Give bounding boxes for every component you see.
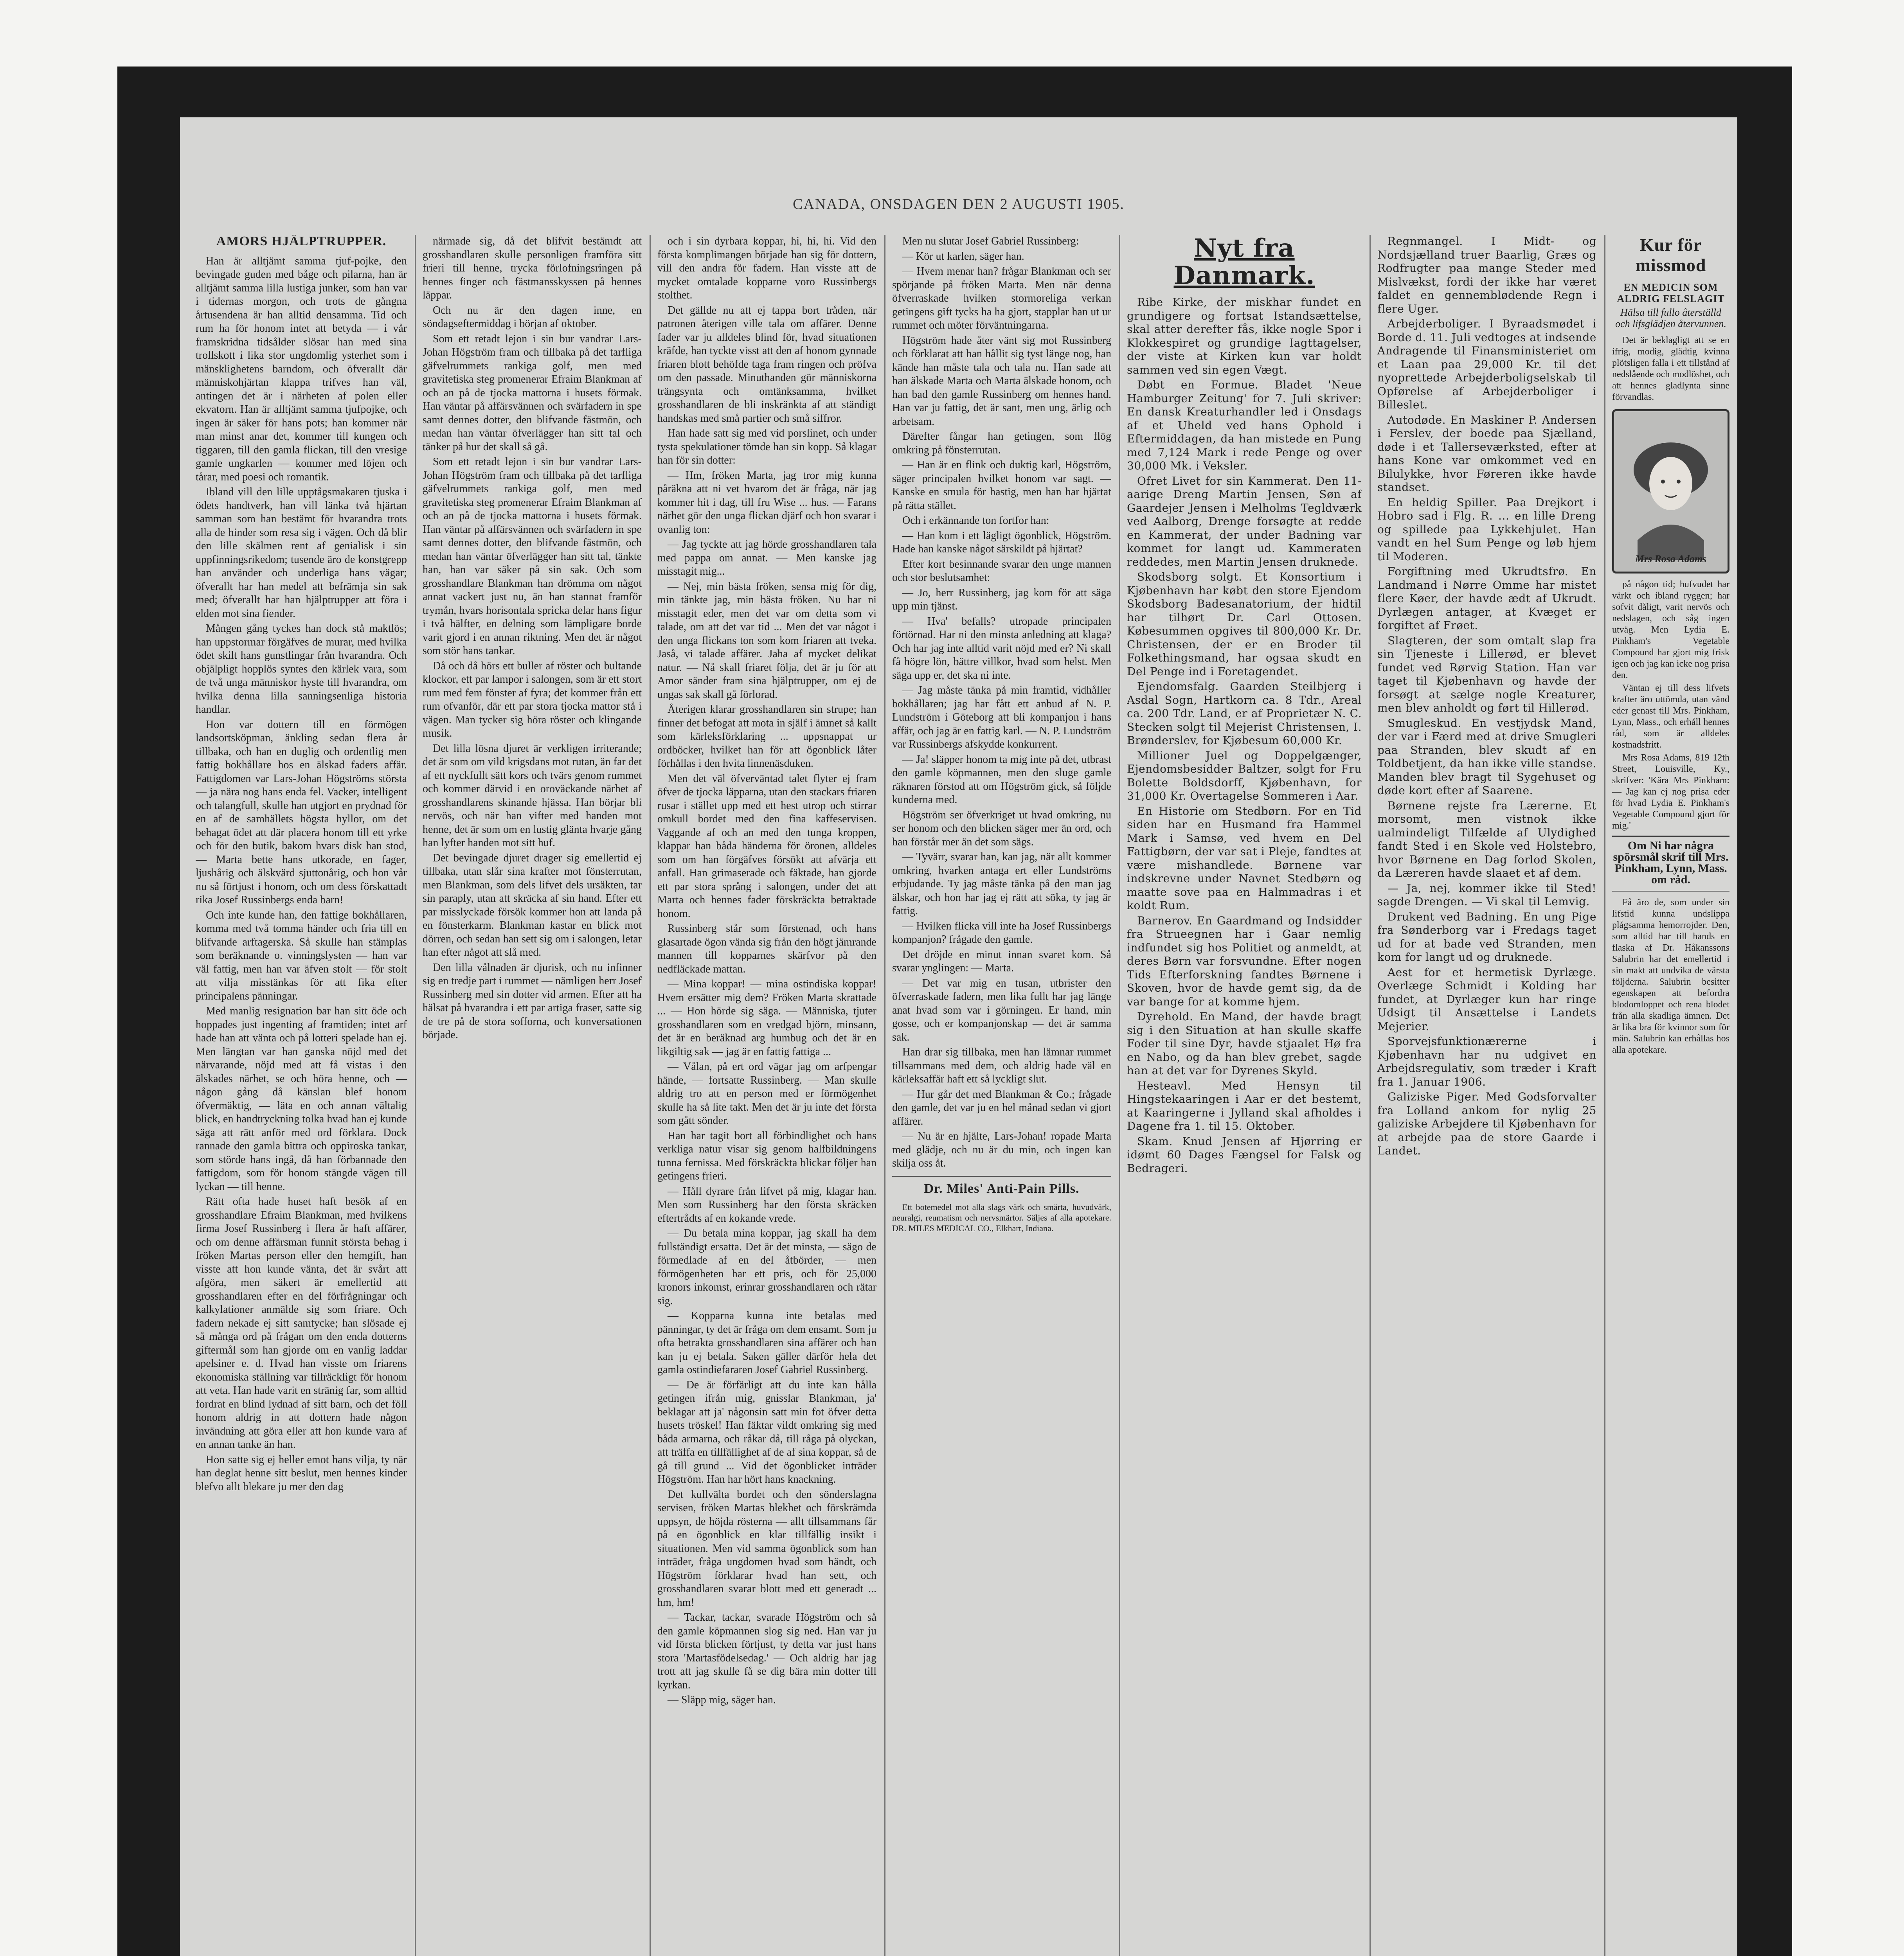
paragraph: Han är alltjämt samma tjuf-pojke, den bevingade guden med båge och pilarna, han är alltjämt samma lilla lustiga junker, som han var i tidernas morgon, och trots de gångna årtusendena är han alltid densamma. Tid och rum ha för honom intet att betyda — i vår framskridna tidsålder slösar han med sina trollskott i lika stor ungdomlig ysterhet som i mänsklighetens barndom, och öfverallt där människohjärtan klappa trifves han väl, antingen det är i närheten af polen eller ekvatorn. Han är alltjämt samma tjufpojke, och ingen är säker för hans pots; han kommer när man minst anar det, kommer till kungen och tiggaren, till den gamla flickan, till den vresige gamle ungkarlen — kommer med löjen och tårar, med poesi och romantik. [196,255,407,483]
advert-title: Kur för missmod [1635,235,1706,275]
paragraph: Högström hade åter vänt sig mot Russinberg och förklarat att han hållit sig tyst länge nog, han kände han måste tala och tala nu. Han sade att han älskade Marta och Marta älskade honom, och han bad den gamle Russinberg om hennes hand. Han var ju fattig, det är sant, men ung, ärlig och arbetsam. [892,334,1111,428]
news-item: Galiziske Piger. Med Godsforvalter fra Lolland ankom for nylig 25 galiziske Arbejdere til Kjøbenhavn for at arbejde paa de store Gaarde i Landet. [1377,1090,1596,1157]
news-item: Dyrehold. En Mand, der havde bragt sig i den Situation at han skulle skaffe Foder til sine Dyr, havde stjaalet Hø fra en Nabo, og da han blev grebet, sagde han at det var for Dyrenes Skyld. [1127,1010,1362,1077]
paragraph: Som ett retadt lejon i sin bur vandrar Lars-Johan Högström fram och tillbaka på det tarfliga gäfvelrummets rankiga golf, men med gravitetiska steg promenerar Efraim Blankman af och an på de tjocka mattorna i husets förmak. Han väntar på affärsvännen och svärfadern in spe samt dennes dotter, den blifvande fästmön, och medan han väntar öfverlägger han sitt tal, tänkte han, han var säker på sin sak. Och som grosshandlare Blankman han drömma om något annat vackert just nu, än han stannat framför trymån, hvars horisontala spricka delar hans figur i två hälfter, en delning som lämpligare borde varit gjord i en annan riktning. Men det är något som stör hans tankar. [423,456,642,657]
news-item: Smugleskud. En vestjydsk Mand, der var i Færd med at drive Smugleri paa Stranden, blev skudt af en Toldbetjent, da han ikke ville standse. Manden blev bragt til Sygehuset og døde kort efter af Saarene. [1377,716,1596,797]
section-title: Nyt fra Danmark. [1173,235,1315,290]
news-item: Børnene rejste fra Lærerne. Et morsomt, men vistnok ikke ualmindeligt Tilfælde af Ulydighed fandt Sted i en Skole ved Holstebro, hvor Børnene en Dag forlod Skolen, da Læreren havde slaaet et af dem. [1377,799,1596,879]
salubrin-advert: Få äro de, som under sin lifstid kunna undslippa plågsamma hemorrojder. Den, som alltid har till hands en flaska af Dr. Håkanssons Salubrin har det emellertid i sin makt att undvika de värsta följderna. Salubrin besitter egenskapen att befordra blodomloppet och rena blodet från alla skadliga ämnen. Det är lika bra för kvinnor som för män. Salubrin kan erhållas hos alla apotekare. [1612,897,1729,1055]
paragraph: Återigen klarar grosshandlaren sin strupe; han finner det befogat att mota in själf i ämnet så kallt som kärleksförklaring ... uppsnappat ur ordböcker, hvilket han för att ögonblick låter förhållas i den hvita linnenäsduken. [657,703,876,769]
column-rule [1119,235,1120,1956]
paragraph: närmade sig, då det blifvit bestämdt att grosshandlaren skulle personligen framföra sitt frieri till henne, trycka förlofningsringen på hennes finger och fästmansskyssen på hennes läppar. [423,235,642,301]
news-item: Hesteavl. Med Hensyn til Hingstekaaringen i Aar er det bestemt, at Kaaringerne i Jylland skal afholdes i Dagene fra 1. til 15. Oktober. [1127,1079,1362,1133]
advert-paragraph: på någon tid; hufvudet har värkt och ibland ryggen; har sofvit dåligt, varit nervös och nedslagen, och såg ingen utväg. Men Lydia E. Pinkham's Vegetable Compound har gjort mig frisk igen och jag kan icke nog prisa den. [1612,579,1729,680]
paragraph: Han drar sig tillbaka, men han lämnar rummet tillsammans med dem, och aldrig hade väl en kärleksaffär haft ett så lyckligt slut. [892,1046,1111,1085]
advert-subtitle-2: Hälsa till fullo återställd och lifsglädjen återvunnen. [1615,307,1726,329]
running-header: CANADA, ONSDAGEN DEN 2 AUGUSTI 1905. [793,196,1125,212]
paragraph: — Mina koppar! — mina ostindiska koppar! Hvem ersätter mig dem? Fröken Marta skrattade ... — Hon hörde sig säga. — Människa, tjuter grosshandlaren som en vredgad björn, minsann, det är en beräknad arg humbug och det är en likgiltig sak — jag är en fattig fattiga ... [657,978,876,1058]
column-2 [423,235,642,1956]
portrait-caption: Mrs Rosa Adams [1635,553,1707,565]
divider [892,1176,1111,1177]
column-6 [1377,235,1596,1956]
paragraph: Och nu är den dagen inne, en söndagseftermiddag i början af oktober. [423,304,642,330]
paragraph: Därefter fångar han getingen, som flög omkring på fönsterrutan. [892,430,1111,456]
news-item: Skodsborg solgt. Et Konsortium i Kjøbenhavn har købt den store Ejendom Skodsborg Badesanatorium, der hidtil har tilhørt Dr. Carl Ottosen. Købesummen opgives til 800,000 Kr. Dr. Christensen, der er en Broder til Folkethingsmand, har ogsaa skudt en Del Penge ind i Foretagendet. [1127,570,1362,678]
paragraph: Men det väl öfverväntad talet flyter ej fram öfver de tjocka läpparna, utan den stackars friaren rusar i stället upp med ett hest utrop och stirrar omkull bordet med den fina kaffeservisen. Vaggande af och an med den tunga kroppen, klappar han båda händerna för öronen, alldeles som om han förgäfves försökt att afvärja ett anfall. Han grimaserade och fäktade, han gjorde ett par stora språng i salongen, under det att Marta och hennes fader förskräckta betraktade honom. [657,772,876,920]
paragraph: — De är förfärligt att du inte kan hålla getingen ifrån mig, gnisslar Blankman, ja' beklagar att ja' någonsin satt min fot öfver detta husets tröskel! Han fäktar vildt omkring sig med båda armarna, och råkar då, till råga på olyckan, att träffa en tillfällighet af de af sina koppar, så de gå till grund ... Vid det ögonblicket inträder Högström. Han har hört hans knackning. [657,1379,876,1485]
news-item: En heldig Spiller. Paa Drejkort i Hobro sad i Flg. R. ... en lille Dreng og spillede paa Lykkehjulet. Han vandt en hel Sum Penge og løb hjem til Moderen. [1377,496,1596,563]
news-item: Ribe Kirke, der miskhar fundet en grundigere og fortsat Istandsættelse, skal atter derefter fås, ikke nogle Spor i Klokkespiret og grundige Iagttagelser, der viste at Kirken kun var holdt sammen ved sin egen Vægt. [1127,296,1362,376]
news-item: Døbt en Formue. Bladet 'Neue Hamburger Zeitung' for 7. Juli skriver: En dansk Kreaturhandler led i Onsdags af et Uheld ved hans Ophold i Eftermiddagen, da han mistede en Pung med 7,124 Mark i rede Penge og over 30,000 Mk. i Veksler. [1127,378,1362,472]
news-item: Forgiftning med Ukrudtsfrø. En Landmand i Nørre Omme har mistet flere Køer, der havde ædt af Ukrudt. Dyrlægen antager, at Kvæget er forgiftet af Frøet. [1377,565,1596,632]
paragraph: Med manlig resignation bar han sitt öde och hoppades just ingenting af framtiden; intet arf hade han att vänta och på lotteri spelade han ej. Men längtan var han ganska nöjd med det närvarande, nöjd med att få vistas i den älskades närhet, se och höra henne, och — någon gång då känslan blef honom öfvermäktig, — läta en och annan vältalig blick, en handtryckning tolka hvad han ej kunde säga att rätt anför med ord förklara. Dock rannade den gamla bittra och oppiroska tankar, som störde hans ingå, då han förbannade den fattigdom, som för honom stängde vägen till lyckan — till henne. [196,1005,407,1193]
paragraph: Det kullvälta bordet och den sönderslagna servisen, fröken Martas blekhet och förskrämda uppsyn, de höjda rösterna — allt tillsammans får på en ögonblick en klar tillfällig insikt i situationen. Men vid samma ögonblick som han inträder, fråga ungdomen hvad som händt, och Högström förklarar hvad han sett, och grosshandlaren svarar blott med ett generadt ... hm, hm! [657,1488,876,1609]
paragraph: Mången gång tyckes han dock stå maktlös; han uppstormar förgäfves de murar, med hvilka ödet skilt hans gunstlingar från hvarandra. Och objälpligt hopplös syntes den kärlek vara, som de två unga människor hyste till hvarandra, om hvilka denna lilla sanningsenliga historia handlar. [196,622,407,716]
paragraph: — Släpp mig, säger han. [668,1694,776,1706]
paragraph: — Hva' befalls? utropade principalen förtörnad. Har ni den minsta anledning att klaga? Och har jag inte alltid varit nöjd med er? Ni skall få högre lön, bättre villkor, hvad som helst. Men säga upp er, det ska ni inte. [892,615,1111,681]
paragraph: — Nej, min bästa fröken, sensa mig för dig, min tänkte jag, min bästa fröken. Nu har ni misstagit eder, men det var om detta som vi talade, om att det var tid ... Men det var något i den unga flickans ton som kom friaren att tveka. Jaså, vi talade affärer. Jaha af mycket delikat natur. — Nå skall friaret följa, det är ju för att Amor sänder fram sina hjälptrupper, om ej de ungas sak skall gå förlorad. [657,580,876,701]
paragraph: Ibland vill den lille upptågsmakaren tjuska i ödets handtverk, han vill länka två hjärtan samman som han bestämt för hvarandra trots alla de hinder som resa sig i vägen. Och då blir den lille skälmen rent af genialisk i sin uppfinningsrikedom; tusende äro de konstgrepp han använder och underliga hans vägar; öfverallt har han medel att befrämja sin sak med; öfverallt har han hjälptrupper att föra i elden mot sina fiender. [196,486,407,620]
column-rule [1370,235,1371,1956]
news-item: Drukent ved Badning. En ung Pige fra Sønderborg var i Fredags taget ud for at bade ved Stranden, men kom for langt ud og druknede. [1377,910,1596,964]
paragraph: Han hade satt sig med vid porslinet, och under tysta spekulationer tömde han sin kopp. Så klagar han för sin dotter: [657,427,876,466]
paragraph: och i sin dyrbara koppar, hi, hi, hi. Vid den första komplimangen började han sig för dottern, vill den andra för fadern. Han visste att de mycket omtalade kopparne voro Russinbergs stolthet. [657,235,876,301]
advert-paragraph: Mrs Rosa Adams, 819 12th Street, Louisville, Ky., skrifver: 'Kära Mrs Pinkham: — Jag kan ej nog prisa eder för hvad Lydia E. Pinkham's Vegetable Compound gjort för mig.' [1612,753,1729,831]
woman-portrait-icon [1614,411,1728,572]
column-rule [1604,235,1605,1956]
news-item: Aest for et hermetisk Dyrlæge. Overlæge Schmidt i Kolding har fundet, at Dyrlæger kun har ringe Udsigt til Ansættelse i Landets Mejerier. [1377,965,1596,1033]
paragraph: Som ett retadt lejon i sin bur vandrar Lars-Johan Högström fram och tillbaka på det tarfliga gäfvelrummets rankiga golf, men med gravitetiska steg promenerar Efraim Blankman af och an på de tjocka mattorna i husets förmak. Han väntar på affärsvännen och svärfadern in spe samt dennes dotter, den blifvande fästmön, och medan han väntar öfverlägger han sitt tal och tänker på hur det skall så gå. [423,333,642,453]
paragraph: — Ja! släpper honom ta mig inte på det, utbrast den gamle köpmannen, men den sluge gamle räknaren förstod att om Högström gick, så följde kunderna med. [892,753,1111,806]
ad-title: Dr. Miles' Anti-Pain Pills. [924,1181,1080,1196]
newspaper-page [180,117,1737,1956]
news-item: Autodøde. En Maskiner P. Andersen i Ferslev, der boede paa Sjælland, døde i et Tallerseværksted, efter at hans Kone var omkommet ved en Bilulykke, hvor Føreren ikke havde standset. [1377,413,1596,494]
paragraph: — Hm, fröken Marta, jag tror mig kunna påräkna att ni vet hvarom det är fråga, när jag kommer hit i dag, till fru Wise ... hus. — Farans närhet gör den unga flickan djärf och hon svarar i ovanlig ton: [657,469,876,536]
paragraph: — Hvilken flicka vill inte ha Josef Russinbergs kompanjon? frågade den gamle. [892,920,1111,946]
news-item: Slagteren, der som omtalt slap fra sin Tjeneste i Lillerød, er blevet fundet ved Rørvig Station. Han var taget til Kjøbenhavn og havde der forsøgt at sælge nogle Kreaturer, men blev anholdt og ført til Hillerød. [1377,634,1596,714]
news-item: Ofret Livet for sin Kammerat. Den 11-aarige Dreng Martin Jensen, Søn af Gaardejer Jensen i Melholms Tegldværk ved Aalborg, Drenge forsøgte at redde en Kammerat, der under Badning var kommet for langt ud. Kammeraten reddedes, men Martin Jensen druknede. [1127,474,1362,568]
paragraph: — Vålan, på ert ord vägar jag om arfpengar hände, — fortsatte Russinberg. — Man skulle aldrig tro att en person med er förmögenhet skulle ha så lite takt. Men det är ju inte det första som gått sönder. [657,1061,876,1127]
paragraph: — Tackar, tackar, svarade Högström och så den gamle köpmannen slog sig ned. Han var ju vid första blicken förtjust, ty detta var just hans stora 'Martasfödelsedag.' — Och aldrig har jag trott att jag skulle få se dig bära min dotter till kyrkan. [657,1611,876,1691]
paragraph: — Håll dyrare från lifvet på mig, klagar han. Men som Russinberg har den första skräcken eftertrådts af en kokande vrede. [657,1185,876,1224]
news-item: En Historie om Stedbørn. For en Tid siden har en Husmand fra Hammel Mark i Samsø, ved hvem en Del Fattigbørn, der var sat i Pleje, fandtes at være mishandlede. Børnene var indskrevne under Navnet Stedbørn og maatte sove paa en Halmmadras i et koldt Rum. [1127,804,1362,912]
news-item: Sporvejsfunktionærerne i Kjøbenhavn har nu udgivet en Arbejdsregulativ, som træder i Kraft fra 1. Januar 1906. [1377,1035,1596,1088]
column-rule [884,235,885,1956]
paragraph: — Han kom i ett lägligt ögonblick, Högström. Hade han kanske något särskildt på hjärtat? [892,529,1111,555]
news-item: Arbejderboliger. I Byraadsmødet i Borde d. 11. Juli vedtoges at indsende Andragende til Finansministeriet om et Laan paa 29,000 Kr. til det nyoprettede Arbejderboligselskab til Opførelse af Arbejderboliger i Billeslet. [1377,317,1596,411]
paragraph: — Tyvärr, svarar han, kan jag, när allt kommer omkring, hvarken antaga ert eller Lundströms erbjudande. Ty jag måste tänka på den man jag älskar, och hon har jag ej rätt att söka, ty jag är fattig. [892,851,1111,917]
advert-intro: Det är beklagligt att se en ifrig, modig, glädtig kvinna plötsligen falla i ett tillstånd af nedslående och modlöshet, och att hennes gladlynta sinne förvandlas. [1612,335,1729,402]
advert-subtitle: EN MEDICIN SOM ALDRIG FELSLAGIT [1617,282,1725,304]
news-item: Regnmangel. I Midt- og Nordsjælland truer Baarlig, Græs og Rodfrugter paa mange Steder med Mislvækst, fordi der ikke har været faldet en gennemblødende Regn i flere Uger. [1377,235,1596,315]
paragraph: Det lilla lösna djuret är verkligen irriterande; det är som om vild krigsdans mot rutan, än far det af ett nyckfullt sätt kors och tvärs genom rummet och kommer därvid i en oroväckande närhet af grosshandlarens skinande hjässa. Han börjar bli nervös, och när han vifter med handen mot henne, det är som om en lustig glänta hvarje gång han lyfter handen mot sitt huf. [423,742,642,849]
paragraph: Efter kort besinnande svarar den unge mannen och stor beslutsamhet: [892,558,1111,584]
news-item: — Ja, nej, kommer ikke til Sted! sagde Drengen. — Vi skal til Lemvig. [1377,881,1596,908]
paragraph: Rätt ofta hade huset haft besök af en grosshandlare Efraim Blankman, med hvilkens firma Josef Russinberg i flera år haft affärer, och om denne affärsman funnit största behag i fröken Martas person eller den hemgift, han visste att hon kunde vänta, det är svårt att afgöra, men säkert är emellertid att grosshandlaren efter en del förfrågningar och kalkylationer anmälde sig som friare. Och fadern nekade ej sitt samtycke; han slösade ej så många ord på frågan om den enda dotterns giftermål som han gjorde om en vanlig laddar apelsiner e. d. Hvad han visste om friarens ekonomiska ställning var tillräckligt för honom att veta. Han hade varit en stränig far, som alltid fordrat en blind lydnad af sitt barn, och det föll honom aldrig in att dottern hade någon invändning att göra eller att hon kunde vara af en annan tanke än han. [196,1196,407,1451]
portrait-image [1612,409,1729,573]
paragraph: — Hur går det med Blankman & Co.; frågade den gamle, det var ju en hel månad sedan vi gjort affärer. [892,1088,1111,1127]
paragraph: Högström ser öfverkriget ut hvad omkring, nu ser honom och den blicken säger mer än ord, och han förstår mer än det som sägs. [892,809,1111,848]
column-advert [1612,235,1729,1956]
paragraph: Men nu slutar Josef Gabriel Russinberg: [902,235,1079,247]
paragraph: Och inte kunde han, den fattige bokhållaren, komma med två tomma händer och fria till en blifvande arftagerska. Så skulle han stämplas som beräknande o. vinningslysten — han var väl fattig, men han var äfven stolt — för stolt att vilja misstänkas för att fika efter principalens pänningar. [196,909,407,1002]
paragraph: Och i erkännande ton fortfor han: [902,514,1049,527]
paragraph: Russinberg står som förstenad, och hans glasartade ögon vända sig från den högt jämrande mannen till kopparnes skärfvor på den nedfläckade mattan. [657,922,876,975]
divider [1612,891,1729,892]
paragraph: — Han är en flink och duktig karl, Högström, säger principalen hvilket honom var sagt. — Kanske en smula för hastig, men han har hjärtat på rätta stället. [892,459,1111,512]
paragraph: — Kopparna kunna inte betalas med pänningar, ty det är fråga om dem ensamt. Som ju ofta betrakta grosshandlaren sina affärer och han kan ju ej betala. Saken gäller därför hela det gamla ostindiefararen Josef Gabriel Russinberg. [657,1310,876,1376]
paragraph: — Nu är en hjälte, Lars-Johan! ropade Marta med glädje, och nu är du min, och ingen kan skilja oss åt. [892,1130,1111,1169]
column-rule [650,235,651,1956]
paragraph: Hon satte sig ej heller emot hans vilja, ty när han deglat henne sitt beslut, men hennes kinder blefvo allt blekare ju mer den dag [196,1453,407,1493]
paragraph: Det gällde nu att ej tappa bort tråden, när patronen återigen ville tala om affärer. Denne fader var ju alldeles blind för, hvad situationen kräfde, han tyckte visst att den af honom gynnade friaren blott behöfde taga fram ringen och pröfva om den passade. Minuthanden gör människorna trängsynta och omtänksamma, hvilket grosshandlaren de bli inskränkta af att ständigt handskas med små partier och små siffror. [657,304,876,424]
paragraph: Hon var dottern till en förmögen landsortsköpman, änkling sedan flera år tillbaka, och han en duglig och ordentlig men fattig bokhållare hos en älskad faders affär. Fattigdomen var Lars-Johan Högströms största — ja nära nog hans enda fel. Vacker, intelligent och talangfull, skulle han utgjort en prydnad för en af de samhällets högsta hyllor, om det behagat ödet att där placera honom till ett yrke och för den butik, bakom hvars disk han stod, — Marta bette hans utkorade, en fager, ljushårig och älskvärd sjuttonårig, och hon vår nu så förtjust i honom, och om dess förskattadt rika Josef Russinbergs enda barn! [196,718,407,906]
column-amors [196,235,407,1956]
news-item: Barnerov. En Gaardmand og Indsidder fra Strueegnen har i Gaar nemlig indfundet sig hos Politiet og anmeldt, at deres Børn var forsvundne. Efter nogen Tids Efterforskning fandtes Børnene i Skoven, hvor de havde gemt sig, da de var bange for at komme hjem. [1127,914,1362,1008]
news-item: Ejendomsfalg. Gaarden Steilbjerg i Asdal Sogn, Hartkorn ca. 8 Tdr., Areal ca. 200 Tdr. Land, er af Proprietær N. C. Stecken solgt til Mejerist Christensen, I. Brønderslev, for Kjøbesum 60,000 Kr. [1127,680,1362,747]
column-rule [415,235,416,1956]
column-danmark [1127,235,1362,1956]
paragraph: — Du betala mina koppar, jag skall ha dem fullständigt ersatta. Det är det minsta, — sägo de förmedlade af en del åtbörder, — men förmögenheten har ett pris, och för 25,000 kronors inkomst, erinrar grosshandlaren och rätar sig. [657,1227,876,1307]
paragraph: — Jo, herr Russinberg, jag kom för att säga upp min tjänst. [892,586,1111,612]
paragraph: — Det var mig en tusan, utbrister den öfverraskade fadern, men lika fullt har jag länge anat hvad som var i görningen. Er hand, min gosse, och er kompanjonskap — det är samma sak. [892,977,1111,1043]
ad-text: Ett botemedel mot alla slags värk och smärta, huvudvärk, neuralgi, reumatism och nervsmärtor. Säljes af alla apotekare. DR. MILES MEDICAL CO., Elkhart, Indiana. [892,1202,1111,1233]
paragraph: Han har tagit bort all förbindlighet och hans verkliga natur visar sig genom halfbildningens tunna fernissa. Med förskräckta blickar följer han getingens frieri. [657,1129,876,1182]
paragraph: Då och då hörs ett buller af röster och bultande klockor, ett par lampor i salongen, som är ett stort rum med fem fönster af fyra; det kommer från ett rum ofvanför, där ett par stora tjocka mattor stå i vägen. Man tycker sig höra röster och klingande musik. [423,660,642,739]
advert-paragraph: Väntan ej till dess lifvets krafter äro uttömda, utan vänd eder genast till Mrs. Pinkham, Lynn, Mass., och erhåll hennes råd, som är alldeles kostnadsfritt. [1612,683,1729,750]
paragraph: Det bevingade djuret drager sig emellertid ej tillbaka, utan slår sina krafter mot fönsterrutan, men Blankman, som dels lifvet dels ursäkten, tar sin paraply, utan att skräcka af sin hand. Efter ett par misslyckade försök kommer hon att landa på en fönsterkarm. Blankman kastar en blick mot dörren, och sedan han sett sig om i salongen, letar han efter något att slå med. [423,852,642,958]
paragraph: — Jag tyckte att jag hörde grosshandlaren tala med pappa om annat. — Men kanske jag misstagit mig... [657,538,876,577]
column-3 [657,235,876,1956]
paragraph: — Kör ut karlen, säger han. [902,250,1024,262]
advert-footer: Om Ni har några spörsmål skrif till Mrs. Pinkham, Lynn, Mass. om råd. [1612,836,1729,885]
news-item: Skam. Knud Jensen af Hjørring er idømt 60 Dages Fængsel for Falsk og Bedrageri. [1127,1134,1362,1175]
paragraph: — Hvem menar han? frågar Blankman och ser spörjande på fröken Marta. Men när denna öfverraskade hvilken stormoreliga verkan getingens gift tycks ha ha gjort, stapplar han ut ur rummet och möter förväntningarna. [892,265,1111,331]
paragraph: Det dröjde en minut innan svaret kom. Så svarar ynglingen: — Marta. [892,948,1111,974]
article-title: AMORS HJÄLPTRUPPER. [216,235,387,248]
news-item: Millioner Juel og Doppelgænger, Ejendomsbesidder Baltzer, solgt for Fru Bolette Boldsdorff, Kjøbenhavn, for 31,000 Kr. Overtagelse Sommeren i Aar. [1127,749,1362,802]
paragraph: Den lilla vålnaden är djurisk, och nu infinner sig en tredje part i rummet — nämligen herr Josef Russinberg med sin dotter vid armen. Efter att ha hälsat på hvarandra i ett par artiga fraser, satte sig de tre på de stora sofforna, och konversationen började. [423,961,642,1041]
column-4 [892,235,1111,1956]
paragraph: — Jag måste tänka på min framtid, vidhåller bokhållaren; jag har fått ett anbud af N. P. Lundström i Göteborg att bli kompanjon i hans affär, och jag är en fattig karl. — N. P. Lundström var Russinbergs afskydde konkurrent. [892,684,1111,750]
